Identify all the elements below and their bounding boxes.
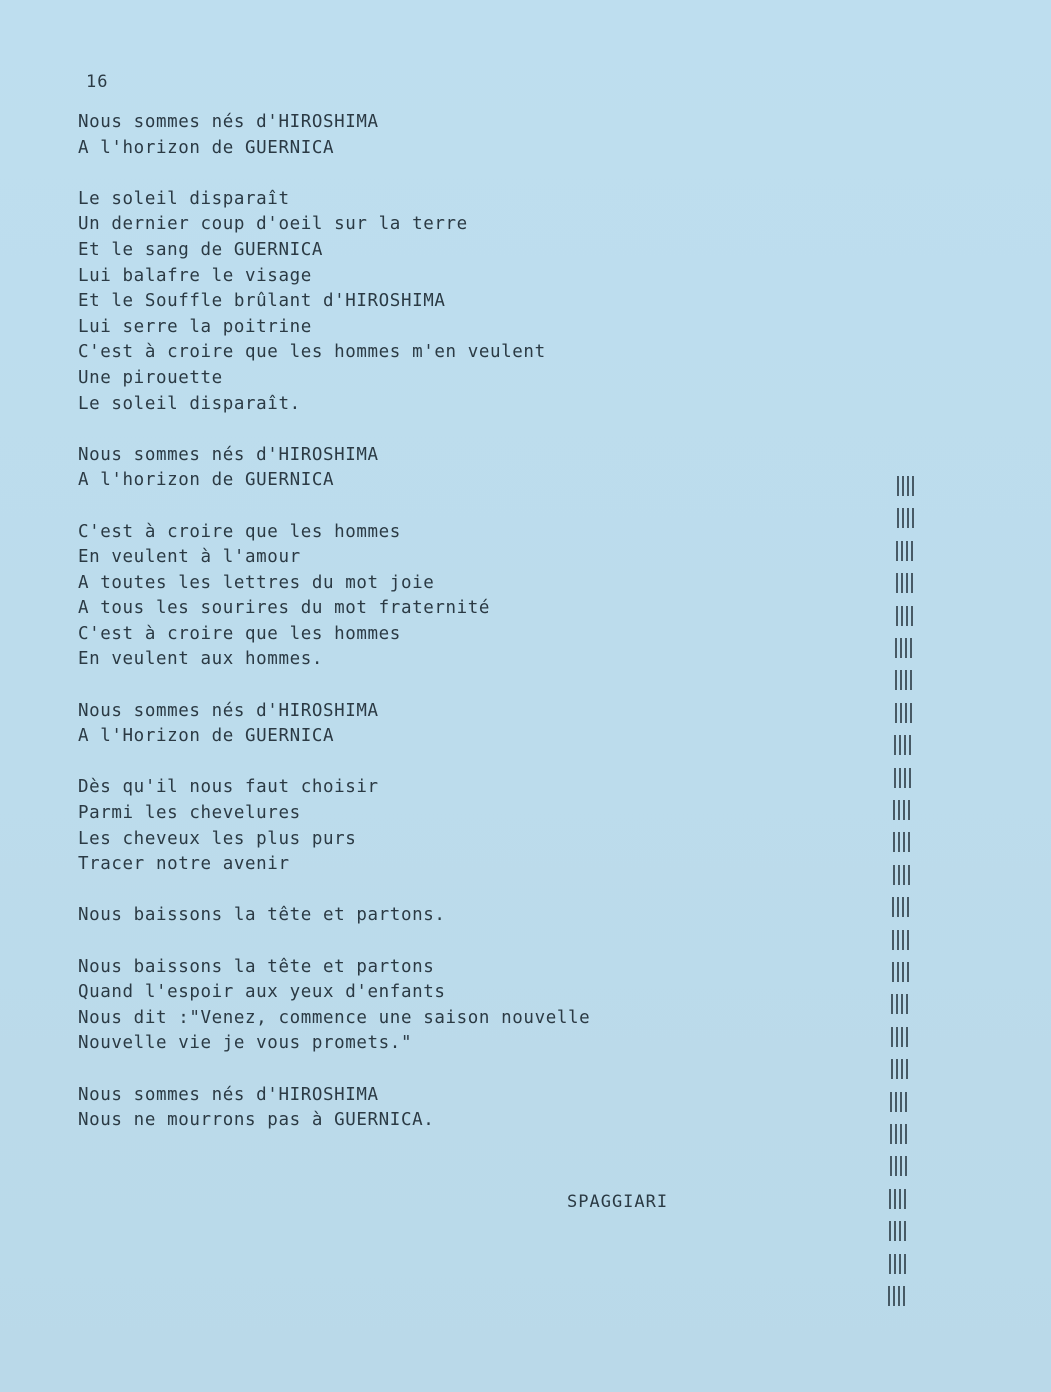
poem-line: Lui balafre le visage: [78, 265, 312, 286]
tally-stroke: [890, 1156, 892, 1176]
tally-stroke: [899, 735, 901, 755]
tally-stroke: [897, 897, 899, 917]
tally-stroke: [897, 508, 899, 528]
tally-stroke: [891, 994, 893, 1014]
tally-stroke: [898, 800, 900, 820]
poem-line: Quand l'espoir aux yeux d'enfants: [78, 982, 446, 1003]
poem-line: Nouvelle vie je vous promets.": [78, 1033, 413, 1054]
tally-mark: [893, 800, 915, 820]
poem-line: Nous sommes nés d'HIROSHIMA: [78, 112, 379, 132]
tally-stroke: [905, 1092, 907, 1112]
tally-stroke: [904, 1221, 906, 1241]
tally-stroke: [901, 541, 903, 561]
tally-mark: [888, 1286, 910, 1306]
tally-stroke: [889, 1221, 891, 1241]
tally-stroke: [911, 541, 913, 561]
stanza-gap: [78, 878, 778, 904]
tally-mark: [890, 1156, 912, 1176]
poem-line: Les cheveux les plus purs: [78, 828, 357, 849]
stanza-2: [78, 187, 778, 417]
tally-stroke: [901, 1027, 903, 1047]
tally-stroke: [906, 573, 908, 593]
tally-stroke: [907, 508, 909, 528]
tally-mark: [897, 508, 919, 528]
tally-stroke: [898, 865, 900, 885]
tally-stroke: [897, 476, 899, 496]
stanza-1: [78, 110, 778, 161]
tally-stroke: [905, 670, 907, 690]
tally-mark: [889, 1254, 911, 1274]
tally-stroke: [910, 670, 912, 690]
tally-stroke: [895, 1092, 897, 1112]
tally-stroke: [892, 930, 894, 950]
tally-stroke: [896, 573, 898, 593]
tally-stroke: [911, 573, 913, 593]
tally-stroke: [892, 897, 894, 917]
tally-stroke: [902, 930, 904, 950]
tally-stroke: [907, 930, 909, 950]
tally-stroke: [894, 1189, 896, 1209]
poem-line: Nous ne mourrons pas à GUERNICA.: [78, 1110, 435, 1131]
tally-mark: [894, 768, 916, 788]
tally-stroke: [899, 1221, 901, 1241]
poem-line: C'est à croire que les hommes: [78, 521, 401, 542]
tally-stroke: [905, 1124, 907, 1144]
tally-stroke: [895, 670, 897, 690]
tally-stroke: [900, 1124, 902, 1144]
tally-stroke: [896, 994, 898, 1014]
tally-stroke: [897, 930, 899, 950]
poem-line: Lui serre la poitrine: [78, 316, 312, 337]
tally-stroke: [896, 606, 898, 626]
tally-mark: [893, 832, 915, 852]
page-number: 16: [86, 72, 109, 92]
tally-stroke: [890, 1124, 892, 1144]
tally-mark: [891, 1059, 913, 1079]
poem-line: Et le sang de GUERNICA: [78, 239, 323, 260]
tally-stroke: [910, 703, 912, 723]
tally-stroke: [905, 638, 907, 658]
tally-stroke: [899, 768, 901, 788]
poem-line: C'est à croire que les hommes: [78, 623, 401, 644]
tally-stroke: [902, 508, 904, 528]
tally-stroke: [893, 865, 895, 885]
tally-mark: [892, 930, 914, 950]
stanza-gap: [78, 929, 778, 955]
tally-stroke: [890, 1092, 892, 1112]
tally-mark: [895, 703, 917, 723]
tally-stroke: [901, 573, 903, 593]
poem-line: Nous baissons la tête et partons: [78, 956, 435, 977]
tally-stroke: [906, 541, 908, 561]
tally-mark: [889, 1221, 911, 1241]
poem-line: Nous sommes nés d'HIROSHIMA: [78, 700, 379, 721]
tally-stroke: [903, 1286, 905, 1306]
tally-stroke: [894, 768, 896, 788]
poem-line: Le soleil disparaît.: [78, 393, 301, 414]
tally-stroke: [900, 1092, 902, 1112]
tally-stroke: [900, 703, 902, 723]
tally-mark: [890, 1124, 912, 1144]
tally-stroke: [904, 1189, 906, 1209]
tally-stroke: [906, 994, 908, 1014]
tally-mark: [896, 541, 918, 561]
tally-mark: [891, 1027, 913, 1047]
tally-stroke: [894, 1221, 896, 1241]
tally-stroke: [894, 735, 896, 755]
poem-line: Nous baissons la tête et partons.: [78, 905, 446, 926]
tally-stroke: [904, 735, 906, 755]
stanza-9: [78, 1083, 778, 1134]
stanza-4: [78, 520, 778, 674]
author-signature: SPAGGIARI: [567, 1192, 669, 1212]
stanza-gap: [78, 494, 778, 520]
stanza-8: [78, 955, 778, 1057]
tally-stroke: [903, 800, 905, 820]
tally-mark: [895, 670, 917, 690]
tally-stroke: [902, 897, 904, 917]
tally-mark: [892, 897, 914, 917]
stanza-gap: [78, 417, 778, 443]
tally-stroke: [904, 1254, 906, 1274]
tally-stroke: [903, 865, 905, 885]
tally-stroke: [896, 1027, 898, 1047]
tally-stroke: [909, 735, 911, 755]
tally-stroke: [900, 1156, 902, 1176]
tally-stroke: [901, 994, 903, 1014]
tally-stroke: [905, 1156, 907, 1176]
tally-stroke: [907, 962, 909, 982]
tally-mark: [894, 735, 916, 755]
poem-line: Tracer notre avenir: [78, 854, 290, 875]
tally-stroke: [897, 962, 899, 982]
poem-line: Nous sommes nés d'HIROSHIMA: [78, 1084, 379, 1105]
poem-line: A l'Horizon de GUERNICA: [78, 726, 335, 747]
poem-line: Nous sommes nés d'HIROSHIMA: [78, 444, 379, 465]
tally-stroke: [894, 1254, 896, 1274]
tally-stroke: [901, 606, 903, 626]
tally-mark: [889, 1189, 911, 1209]
tally-stroke: [900, 638, 902, 658]
margin-tally-marks: [885, 476, 917, 1326]
tally-stroke: [893, 1286, 895, 1306]
stanza-5: [78, 699, 778, 750]
poem-line: Et le Souffle brûlant d'HIROSHIMA: [78, 291, 446, 312]
poem-line: Nous dit :"Venez, commence une saison nouvelle: [78, 1007, 591, 1028]
tally-stroke: [899, 1254, 901, 1274]
tally-mark: [890, 1092, 912, 1112]
tally-stroke: [891, 1027, 893, 1047]
poem-line: Parmi les chevelures: [78, 803, 301, 824]
stanza-gap: [78, 161, 778, 187]
tally-stroke: [888, 1286, 890, 1306]
stanza-gap: [78, 750, 778, 776]
tally-stroke: [909, 768, 911, 788]
tally-stroke: [902, 476, 904, 496]
tally-stroke: [906, 1027, 908, 1047]
tally-stroke: [893, 800, 895, 820]
tally-stroke: [905, 703, 907, 723]
stanza-7: [78, 903, 778, 929]
tally-mark: [892, 962, 914, 982]
poem-line: Dès qu'il nous faut choisir: [78, 777, 379, 798]
tally-mark: [896, 606, 918, 626]
tally-stroke: [893, 832, 895, 852]
tally-mark: [897, 476, 919, 496]
tally-stroke: [895, 1124, 897, 1144]
tally-stroke: [906, 606, 908, 626]
tally-stroke: [899, 1189, 901, 1209]
tally-stroke: [900, 670, 902, 690]
tally-stroke: [895, 638, 897, 658]
stanza-6: [78, 775, 778, 877]
tally-stroke: [892, 962, 894, 982]
tally-stroke: [912, 508, 914, 528]
poem-line: Un dernier coup d'oeil sur la terre: [78, 214, 468, 235]
tally-stroke: [895, 703, 897, 723]
tally-stroke: [903, 832, 905, 852]
poem-line: Une pirouette: [78, 367, 223, 388]
tally-stroke: [907, 897, 909, 917]
tally-stroke: [910, 638, 912, 658]
tally-stroke: [911, 606, 913, 626]
poem-line: A tous les sourires du mot fraternité: [78, 598, 491, 619]
poem-line: A l'horizon de GUERNICA: [78, 470, 335, 491]
poem-line: En veulent aux hommes.: [78, 649, 323, 670]
tally-stroke: [907, 476, 909, 496]
tally-stroke: [891, 1059, 893, 1079]
tally-mark: [896, 573, 918, 593]
tally-stroke: [889, 1189, 891, 1209]
poem-line: En veulent à l'amour: [78, 547, 301, 568]
tally-stroke: [889, 1254, 891, 1274]
tally-stroke: [902, 962, 904, 982]
poem-line: A toutes les lettres du mot joie: [78, 572, 435, 593]
tally-stroke: [904, 768, 906, 788]
poem-line: Le soleil disparaît: [78, 188, 290, 209]
tally-stroke: [895, 1156, 897, 1176]
tally-stroke: [898, 832, 900, 852]
stanza-3: [78, 443, 778, 494]
tally-stroke: [898, 1286, 900, 1306]
tally-mark: [891, 994, 913, 1014]
tally-mark: [895, 638, 917, 658]
tally-mark: [893, 865, 915, 885]
stanza-gap: [78, 1057, 778, 1083]
tally-stroke: [908, 800, 910, 820]
tally-stroke: [901, 1059, 903, 1079]
poem: [78, 110, 778, 1134]
poem-line: C'est à croire que les hommes m'en veulent: [78, 342, 546, 363]
tally-stroke: [906, 1059, 908, 1079]
tally-stroke: [896, 1059, 898, 1079]
tally-stroke: [912, 476, 914, 496]
stanza-gap: [78, 673, 778, 699]
tally-stroke: [908, 832, 910, 852]
tally-stroke: [908, 865, 910, 885]
tally-stroke: [896, 541, 898, 561]
poem-line: A l'horizon de GUERNICA: [78, 137, 335, 158]
